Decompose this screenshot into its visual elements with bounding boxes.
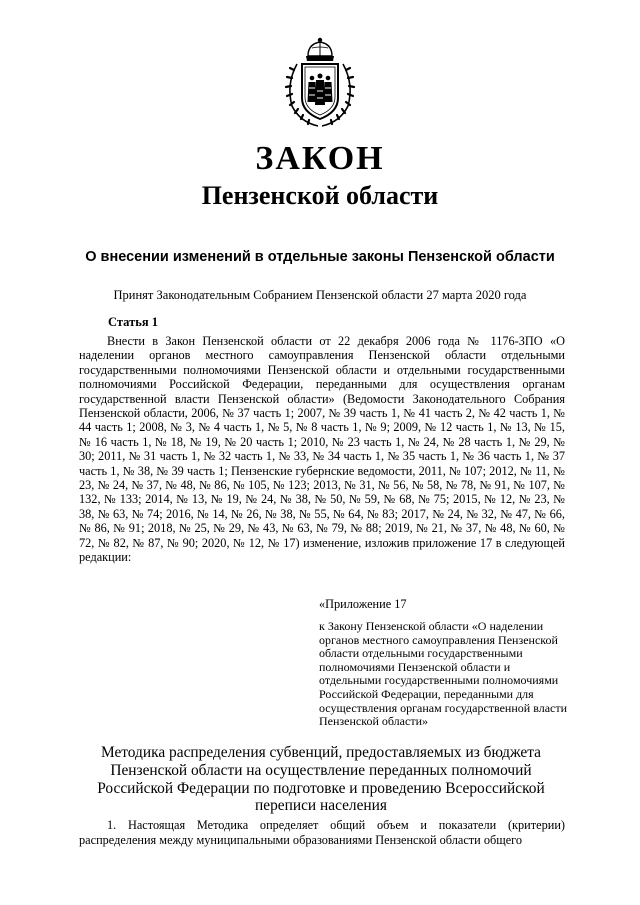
coat-of-arms-icon [284,36,356,128]
annex-title: «Приложение 17 [319,597,407,611]
article-body: Внести в Закон Пензенской области от 22 декабря 2006 года № 1176-ЗПО «О наделении органов местного самоуправления Пензенской области отдельными государственными полномочиями Пензенской области и отдельными государственными полномочиями Российской Федерации, переданными для осуществления органам государственной власти Пензенской области» (Ведомости Законодательного Собрания Пензенской области, 2006, № 37 часть 1; 2007, № 39 часть 1, № 41 часть 2, № 42 часть 1, № 44 часть 1; 2008, № 3, № 4 часть 1, № 5, № 8 часть 1, № 9; 2009, № 12 часть 1, № 13, № 15, № 16 часть 1, № 18, № 19, № 20 часть 1; 2010, № 23 часть 1, № 24, № 28 часть 1, № 29, № 30; 2011, № 31 часть 1, № 32 часть 1, № 33, № 34 часть 1, № 35 часть 1, № 36 часть 1, № 37 часть 1, № 38, № 39 часть 1; Пензенские губернские ведомости, 2011, № 107; 2012, № 11, № 23, № 24, № 37, № 48, № 86, № 105, № 123; 2013, № 31, № 56, № 58, № 78, № 91, № 107, № 132, № 133; 2014, № 13, № 19, № 24, № 38, № 50, № 59, № 68, № 75; 2015, № 12, № 23, № 38, № 63, № 74; 2016, № 14, № 26, № 38, № 55, № 64, № 83; 2017, № 24, № 32, № 47, № 66, № 86, № 91; 2018, № 25, № 29, № 43, № 63, № 79, № 88; 2019, № 21, № 37, № 48, № 60, № 72, № 82, № 87, № 90; 2020, № 12, № 17) изменение, изложив приложение 17 в следующей редакции: [79,334,565,565]
methodology-title: Методика распределения субвенций, предоставляемых из бюджета Пензенской области на осуществление переданных полномочий Российской Федерации по подготовке и проведению Всероссийской переписи населения [97,744,545,815]
law-title: ЗАКОН [255,140,385,177]
law-heading: О внесении изменений в отдельные законы Пензенской области [85,249,555,265]
article-title: Статья 1 [108,315,158,329]
annex-reference: к Закону Пензенской области «О наделении органов местного самоуправления Пензенской области отдельными государственными полномочиями Пензенской области и отдельными государственными полномочиями Российской Федерации, переданными для осуществления органам государственной власти Пензенской области» [319,619,568,729]
adoption-note: Принят Законодательным Собранием Пензенской области 27 марта 2020 года [113,288,527,302]
law-subtitle: Пензенской области [201,181,439,210]
methodology-point-1: 1. Настоящая Методика определяет общий объем и показатели (критерии) распределения между муниципальными образованиями Пензенской области общего [79,818,565,847]
